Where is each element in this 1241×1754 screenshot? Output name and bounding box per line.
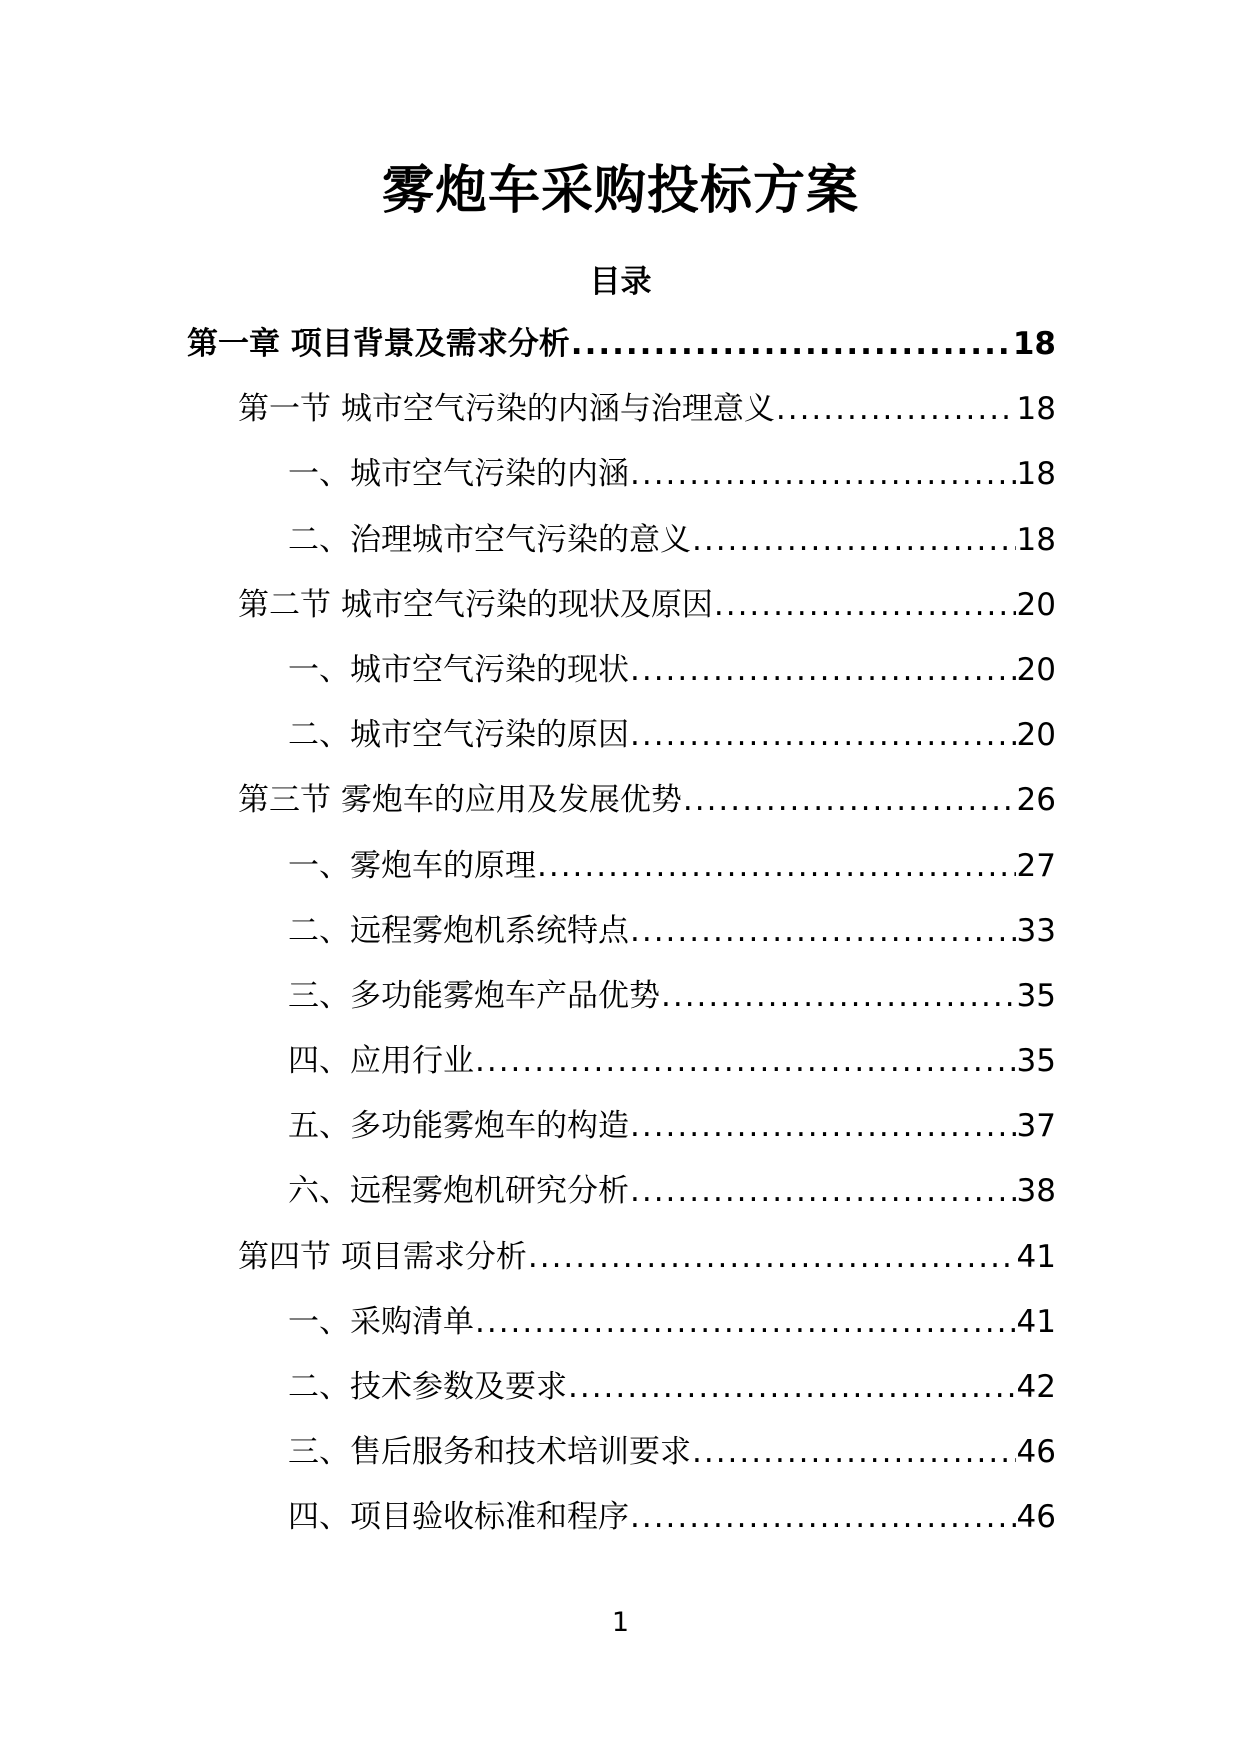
toc-dot-leader — [537, 846, 1016, 886]
toc-entry-label: 一、城市空气污染的现状 — [288, 651, 629, 688]
toc-entry-label: 一、城市空气污染的内涵 — [288, 456, 629, 493]
toc-entry-page: 20 — [1016, 586, 1056, 623]
toc-entry-page: 46 — [1016, 1434, 1056, 1471]
toc-heading: 目录 — [589, 264, 652, 300]
toc-entry-page: 18 — [1016, 391, 1056, 428]
document-title: 雾炮车采购投标方案 — [381, 161, 859, 221]
toc-entry[interactable] — [187, 1302, 1056, 1367]
toc-entry[interactable] — [187, 650, 1056, 715]
toc-entry-page: 27 — [1016, 847, 1056, 884]
toc-entry-label: 三、多功能雾炮车产品优势 — [288, 977, 660, 1014]
toc-entry-page: 20 — [1016, 651, 1056, 688]
toc-entry-label: 二、城市空气污染的原因 — [288, 717, 629, 754]
toc-entry-label: 二、治理城市空气污染的意义 — [288, 521, 691, 558]
toc-entry-label: 四、应用行业 — [288, 1043, 474, 1080]
toc-entry-page: 41 — [1016, 1238, 1056, 1275]
toc-entry-label: 第一节 城市空气污染的内涵与治理意义 — [238, 391, 775, 428]
toc-entry-page: 20 — [1016, 717, 1056, 754]
toc-entry-page: 35 — [1016, 977, 1056, 1014]
toc-dot-leader — [571, 324, 1012, 364]
toc-entry-label: 二、技术参数及要求 — [288, 1369, 567, 1405]
toc-entry[interactable] — [187, 976, 1056, 1041]
toc-entry-label: 一、雾炮车的原理 — [288, 847, 536, 884]
toc-entry[interactable] — [187, 846, 1056, 911]
toc-entry-page: 18 — [1012, 326, 1056, 362]
toc-entry-label: 第三节 雾炮车的应用及发展优势 — [238, 782, 682, 819]
toc-entry-page: 33 — [1016, 912, 1056, 949]
toc-entry[interactable] — [187, 1106, 1056, 1171]
toc-entry-page: 42 — [1016, 1369, 1056, 1405]
toc-entry-label: 三、售后服务和技术培训要求 — [288, 1434, 691, 1471]
toc-dot-leader — [692, 1432, 1016, 1472]
toc-dot-leader — [630, 1497, 1016, 1537]
toc-entry[interactable] — [187, 715, 1056, 780]
toc-entry[interactable] — [187, 1171, 1056, 1236]
toc-dot-leader — [630, 650, 1016, 690]
toc-entry[interactable] — [187, 324, 1056, 389]
toc-entry-label: 二、远程雾炮机系统特点 — [288, 912, 629, 949]
toc-entry[interactable] — [187, 585, 1056, 650]
toc-dot-leader — [630, 454, 1016, 494]
toc-dot-leader — [630, 911, 1016, 951]
toc-dot-leader — [528, 1237, 1016, 1277]
toc-dot-leader — [714, 585, 1016, 625]
toc-entry[interactable] — [187, 1367, 1056, 1432]
toc-entry-page: 26 — [1016, 782, 1056, 819]
toc-dot-leader — [630, 715, 1016, 755]
toc-entry-page: 37 — [1016, 1108, 1056, 1145]
toc-entry-page: 41 — [1016, 1303, 1056, 1340]
toc-entry-page: 18 — [1016, 521, 1056, 558]
toc-dot-leader — [630, 1106, 1016, 1146]
toc-dot-leader — [776, 389, 1016, 429]
toc-entry[interactable] — [187, 389, 1056, 454]
toc-dot-leader — [683, 780, 1016, 820]
toc-entry[interactable] — [187, 780, 1056, 845]
toc-dot-leader — [630, 1171, 1016, 1211]
toc-entry-label: 五、多功能雾炮车的构造 — [288, 1108, 629, 1145]
toc-dot-leader — [661, 976, 1016, 1016]
toc-entry[interactable] — [187, 520, 1056, 585]
toc-entry[interactable] — [187, 1041, 1056, 1106]
toc-dot-leader — [475, 1302, 1016, 1342]
toc-entry-label: 第一章 项目背景及需求分析 — [187, 326, 570, 362]
toc-dot-leader — [475, 1041, 1016, 1081]
toc-entry[interactable] — [187, 454, 1056, 519]
toc-entry-label: 四、项目验收标准和程序 — [288, 1499, 629, 1536]
toc-dot-leader — [692, 520, 1016, 560]
toc-entry[interactable] — [187, 1497, 1056, 1562]
toc-entry-page: 35 — [1016, 1043, 1056, 1080]
toc-entry-page: 18 — [1016, 456, 1056, 493]
toc-dot-leader — [568, 1367, 1016, 1407]
toc-entry[interactable] — [187, 1432, 1056, 1497]
toc-entry-page: 46 — [1016, 1499, 1056, 1536]
toc-entry[interactable] — [187, 911, 1056, 976]
toc-entry-label: 一、采购清单 — [288, 1303, 474, 1340]
toc-entry-page: 38 — [1016, 1173, 1056, 1210]
page-number: 1 — [611, 1607, 630, 1638]
toc-entry[interactable] — [187, 1237, 1056, 1302]
table-of-contents — [187, 324, 1056, 1563]
toc-entry-label: 第二节 城市空气污染的现状及原因 — [238, 586, 713, 623]
toc-entry-label: 第四节 项目需求分析 — [238, 1238, 527, 1275]
toc-entry-label: 六、远程雾炮机研究分析 — [288, 1173, 629, 1210]
